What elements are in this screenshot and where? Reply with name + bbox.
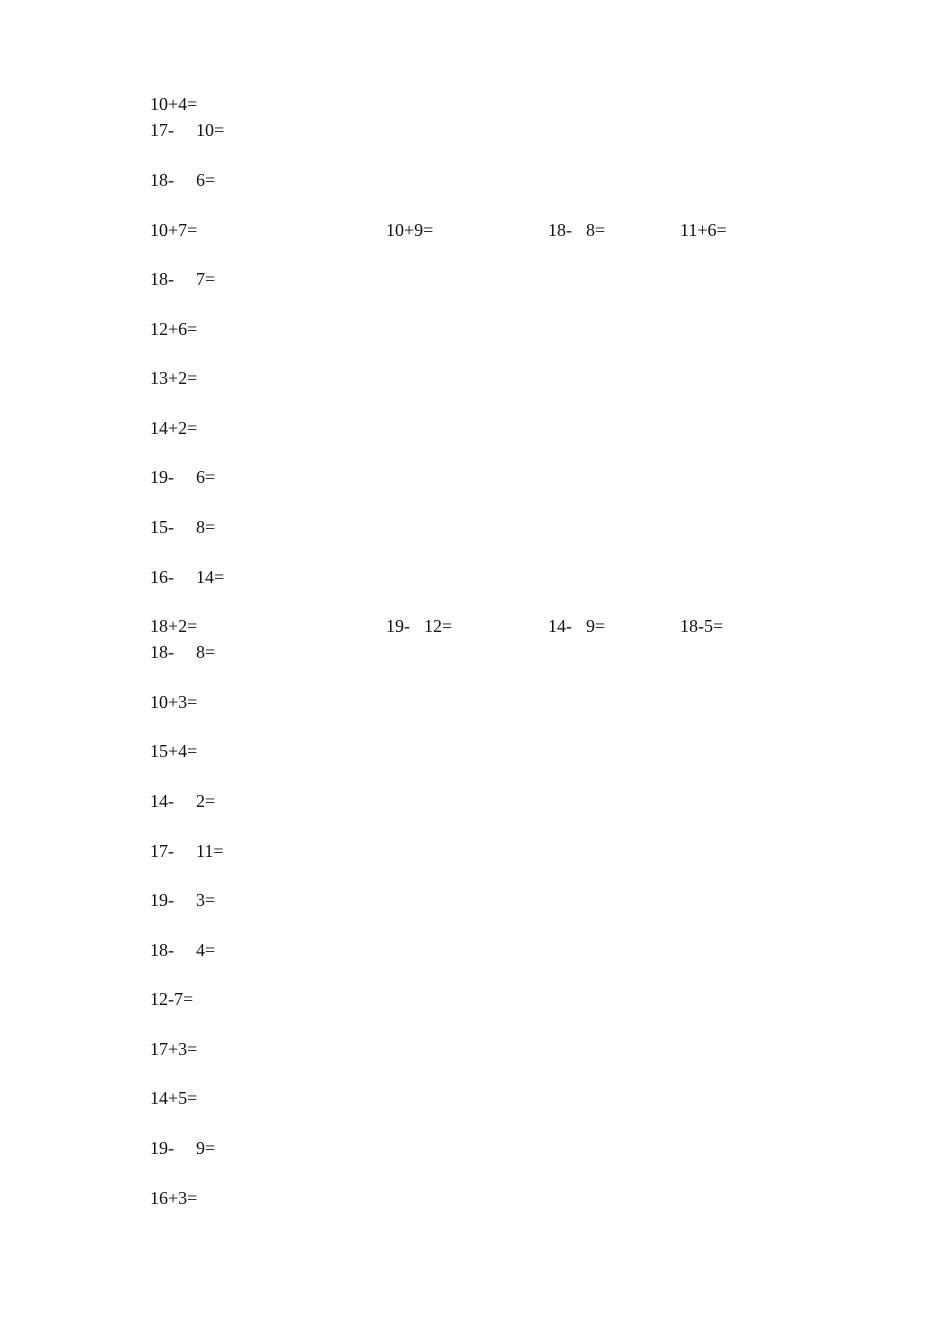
- problem-subtrahend: 9=: [586, 616, 606, 636]
- problem-minuend: 16-: [150, 567, 174, 587]
- problem-text: 14+2=: [150, 418, 198, 438]
- problem-subtrahend: 6=: [196, 170, 216, 190]
- problem-minuend: 19-: [150, 1138, 174, 1158]
- problem-minuend: 14-: [548, 616, 572, 636]
- problem-subtrahend: 8=: [196, 642, 216, 662]
- problem-text: 10+4=: [150, 94, 198, 114]
- problem-text: 11+6=: [680, 220, 727, 240]
- problem-text: 17+3=: [150, 1039, 198, 1059]
- problem-minuend: 19-: [150, 890, 174, 910]
- problem-text: 15+4=: [150, 741, 198, 761]
- problem-minuend: 18-: [150, 170, 174, 190]
- problem-subtrahend: 7=: [196, 269, 216, 289]
- problem-subtrahend: 3=: [196, 890, 216, 910]
- problem-minuend: 14-: [150, 791, 174, 811]
- problem-subtrahend: 9=: [196, 1138, 216, 1158]
- problem-minuend: 17-: [150, 841, 174, 861]
- problem-subtrahend: 6=: [196, 467, 216, 487]
- problem-text: 12+6=: [150, 319, 198, 339]
- problem-text: 10+7=: [150, 220, 198, 240]
- problem-subtrahend: 11=: [196, 841, 224, 861]
- problem-text: 16+3=: [150, 1188, 198, 1208]
- problem-minuend: 15-: [150, 517, 174, 537]
- problem-subtrahend: 4=: [196, 940, 216, 960]
- problem-minuend: 18-: [150, 940, 174, 960]
- problem-subtrahend: 8=: [196, 517, 216, 537]
- problem-text: 10+3=: [150, 692, 198, 712]
- problem-minuend: 18-: [150, 642, 174, 662]
- problem-subtrahend: 8=: [586, 220, 606, 240]
- problem-minuend: 19-: [386, 616, 410, 636]
- problem-minuend: 18-: [548, 220, 572, 240]
- problem-text: 14+5=: [150, 1088, 198, 1108]
- problem-text: 12-7=: [150, 989, 194, 1009]
- problem-text: 18+2=: [150, 616, 198, 636]
- problem-minuend: 18-: [150, 269, 174, 289]
- problem-text: 18-5=: [680, 616, 724, 636]
- problem-text: 13+2=: [150, 368, 198, 388]
- problem-text: 10+9=: [386, 220, 434, 240]
- problem-minuend: 17-: [150, 120, 174, 140]
- problem-subtrahend: 14=: [196, 567, 225, 587]
- problem-subtrahend: 2=: [196, 791, 216, 811]
- problem-minuend: 19-: [150, 467, 174, 487]
- problem-subtrahend: 12=: [424, 616, 453, 636]
- problem-subtrahend: 10=: [196, 120, 225, 140]
